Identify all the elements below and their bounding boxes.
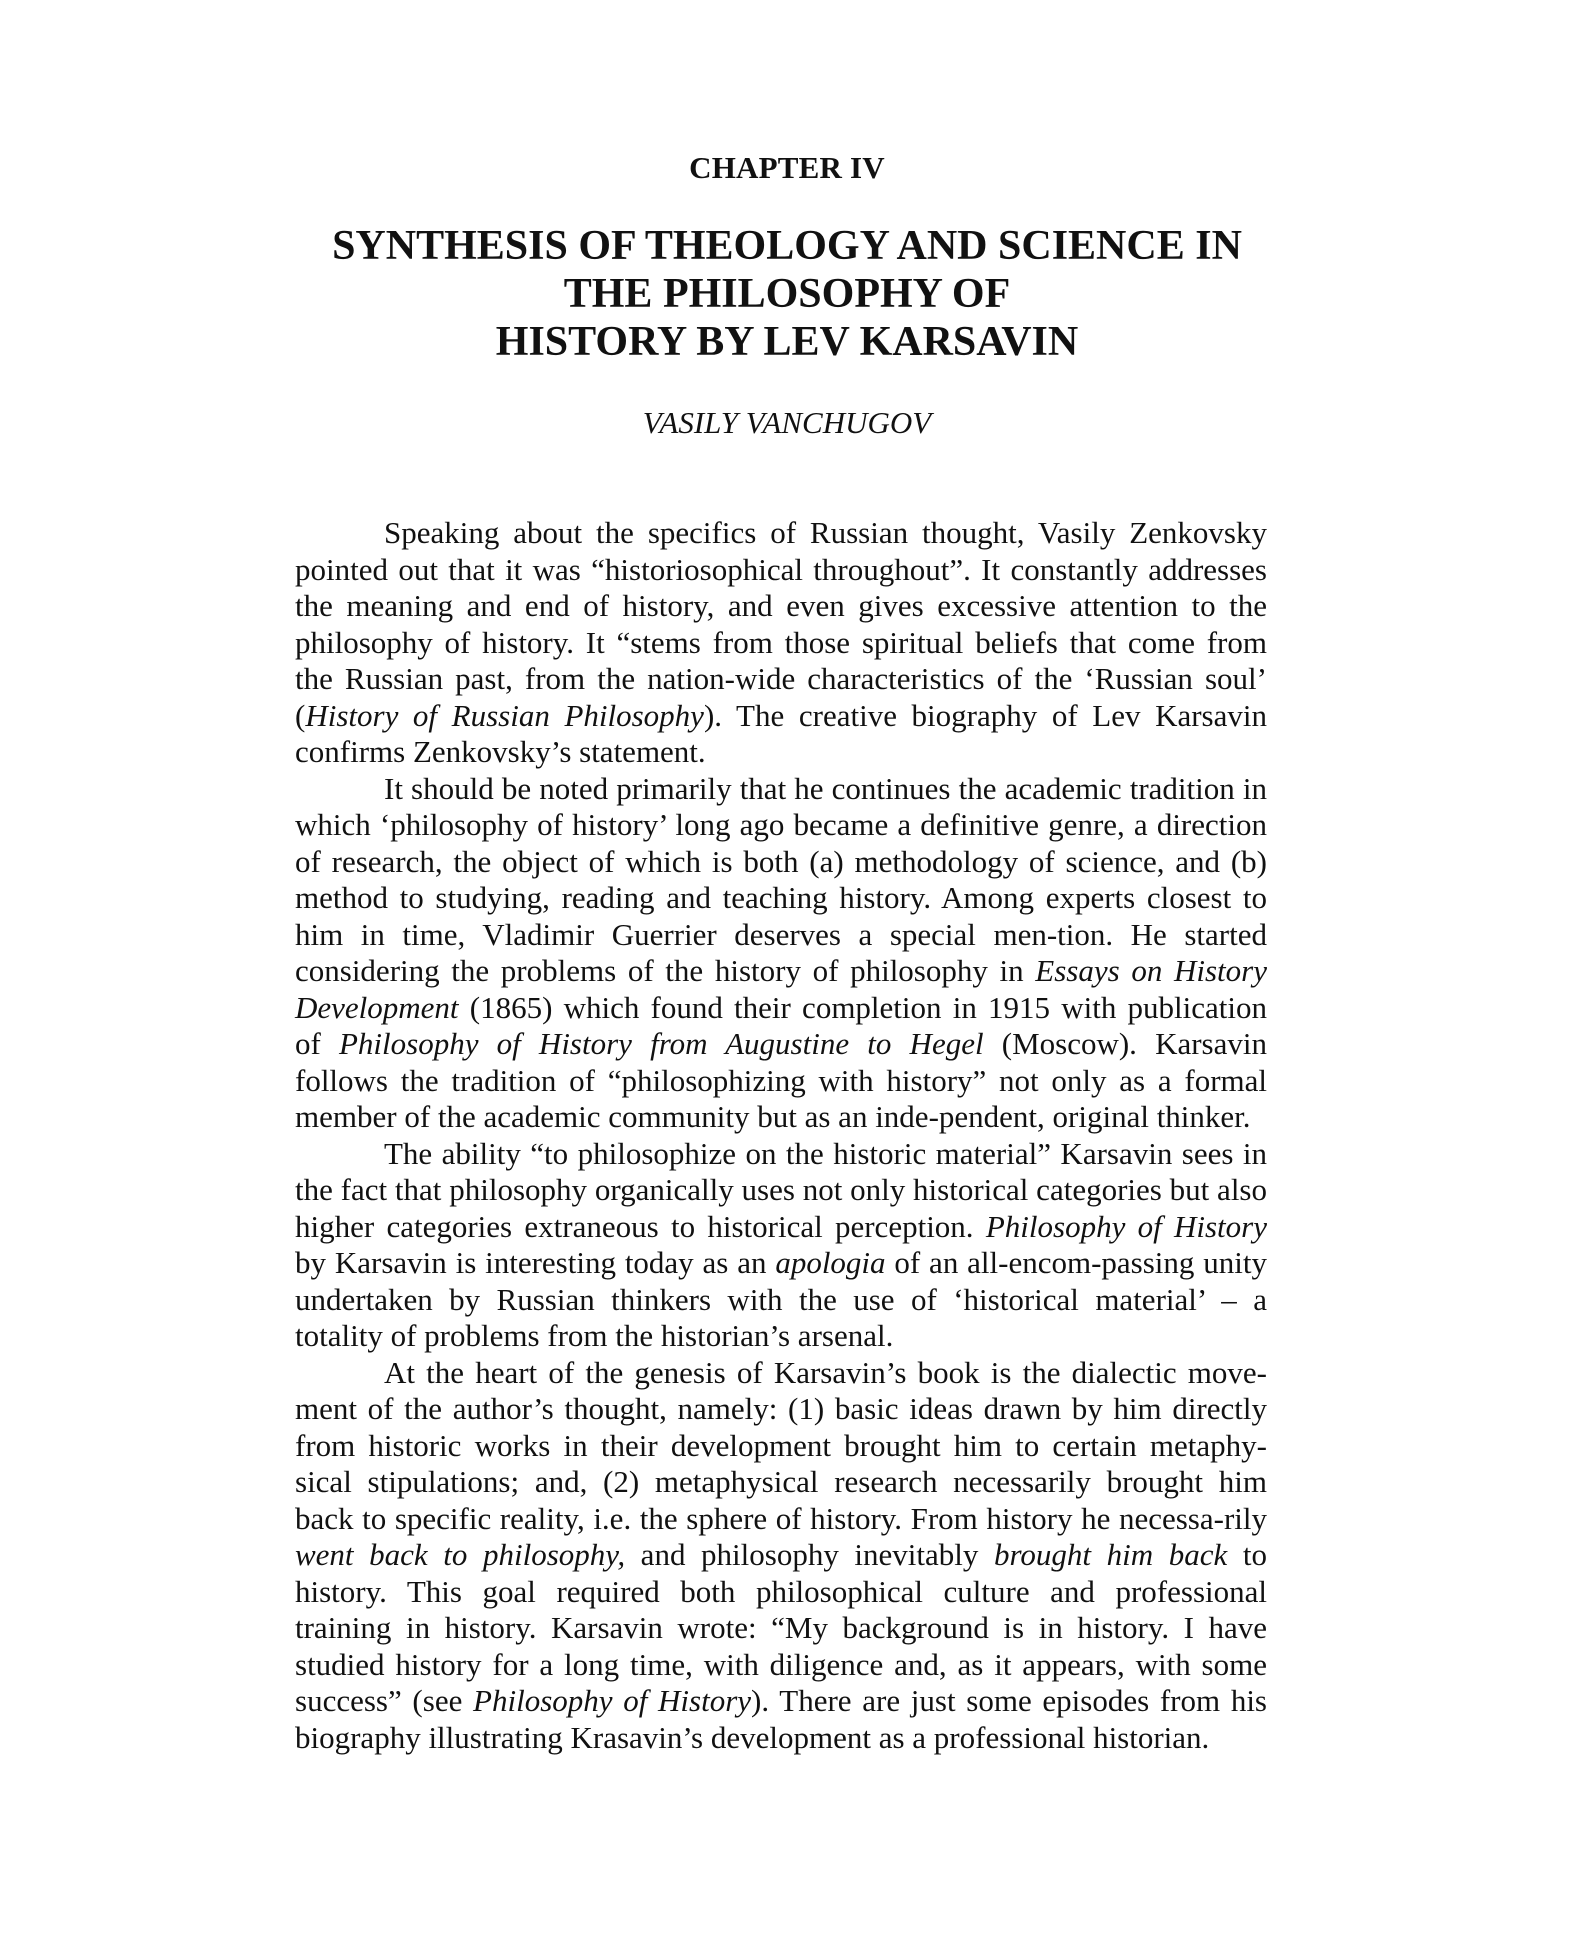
- paragraph-text: (Moscow). Karsavin follows the tradition of “philosophizing with history” not only as a formal member of the academic community but as an inde-pendent, original thinker.: [295, 1026, 1267, 1134]
- paragraph-text: (1865) which found their completion in 1915 with publication of: [295, 989, 1267, 1061]
- paragraph-text: by Karsavin is interesting today as an: [295, 1245, 776, 1280]
- body-paragraph: [295, 771, 1267, 1136]
- paragraph-text: and philosophy inevitably: [625, 1537, 995, 1572]
- title-line: SYNTHESIS OF THEOLOGY AND SCIENCE IN: [332, 223, 1242, 269]
- paragraph-text: It should be noted primarily that he continues the academic tradition in which ‘philosophy of history’ long ago became a definitive genre, a direction of research, the object of which is both (a) methodology of science, and (b) method to studying, reading and teaching history. Among experts closest to him in time, Vladimir Guerrier deserves a special men-tion. He started considering the problems of the history of philosophy in: [295, 770, 1267, 988]
- italic-text: Essays on History Development: [295, 953, 1267, 1025]
- italic-text: went back to philosophy,: [295, 1537, 626, 1572]
- italic-text: apologia: [775, 1245, 886, 1280]
- title-line: THE PHILOSOPHY OF: [563, 271, 1011, 317]
- body-text: [295, 515, 1267, 1756]
- body-paragraph: [295, 515, 1267, 771]
- italic-text: History of Russian Philosophy: [305, 697, 704, 733]
- paragraph-text: At the heart of the genesis of Karsavin’s book is the dialectic move-ment of the author’s thought, namely: (1) basic ideas drawn by him directly from historic works in their development brought him to certain metaphy-sical stipulations; and, (2) metaphysical research necessarily brought him back to specific reality, i.e. the sphere of history. From history he necessa-rily: [295, 1354, 1267, 1536]
- paragraph-text: ). There are just some episodes from his biography illustrating Krasavin’s development as a professional historian.: [295, 1683, 1267, 1755]
- paragraph-text: to history. This goal required both philosophical culture and professional training in history. Karsavin wrote: “My background is in history. I have studied history for a long time, with diligence and, as it appears, with some success” (see: [295, 1537, 1267, 1718]
- chapter-label: CHAPTER IV: [689, 150, 885, 185]
- italic-text: Philosophy of History: [985, 1208, 1267, 1244]
- paragraph-text: of an all-encom-passing unity undertaken by Russian thinkers with the use of ‘historical material’ – a totality of problems from the historian’s arsenal.: [295, 1245, 1267, 1353]
- italic-text: Philosophy of History: [473, 1683, 752, 1718]
- italic-text: Philosophy of History from Augustine to Hegel: [339, 1026, 984, 1061]
- paragraph-text: The ability “to philosophize on the historic material” Karsavin sees in the fact that philosophy organically uses not only historical categories but also higher categories extraneous to historical perception.: [295, 1135, 1267, 1244]
- body-paragraph: [295, 1355, 1267, 1757]
- body-paragraph: [295, 1136, 1267, 1355]
- chapter-title: [0, 222, 1574, 366]
- title-line: HISTORY BY LEV KARSAVIN: [495, 319, 1079, 365]
- paragraph-text: ). The creative biography of Lev Karsavin confirms Zenkovsky’s statement.: [295, 697, 1267, 769]
- italic-text: brought him back: [994, 1537, 1228, 1572]
- paragraph-text: Speaking about the specifics of Russian thought, Vasily Zenkovsky pointed out that it was “historiosophical throughout”. It constantly addresses the meaning and end of history, and even gives excessive attention to the philosophy of history. It “stems from those spiritual beliefs that come from the Russian past, from the nation-wide characteristics of the ‘Russian soul’ (: [295, 515, 1267, 733]
- author-name: VASILY VANCHUGOV: [642, 405, 932, 440]
